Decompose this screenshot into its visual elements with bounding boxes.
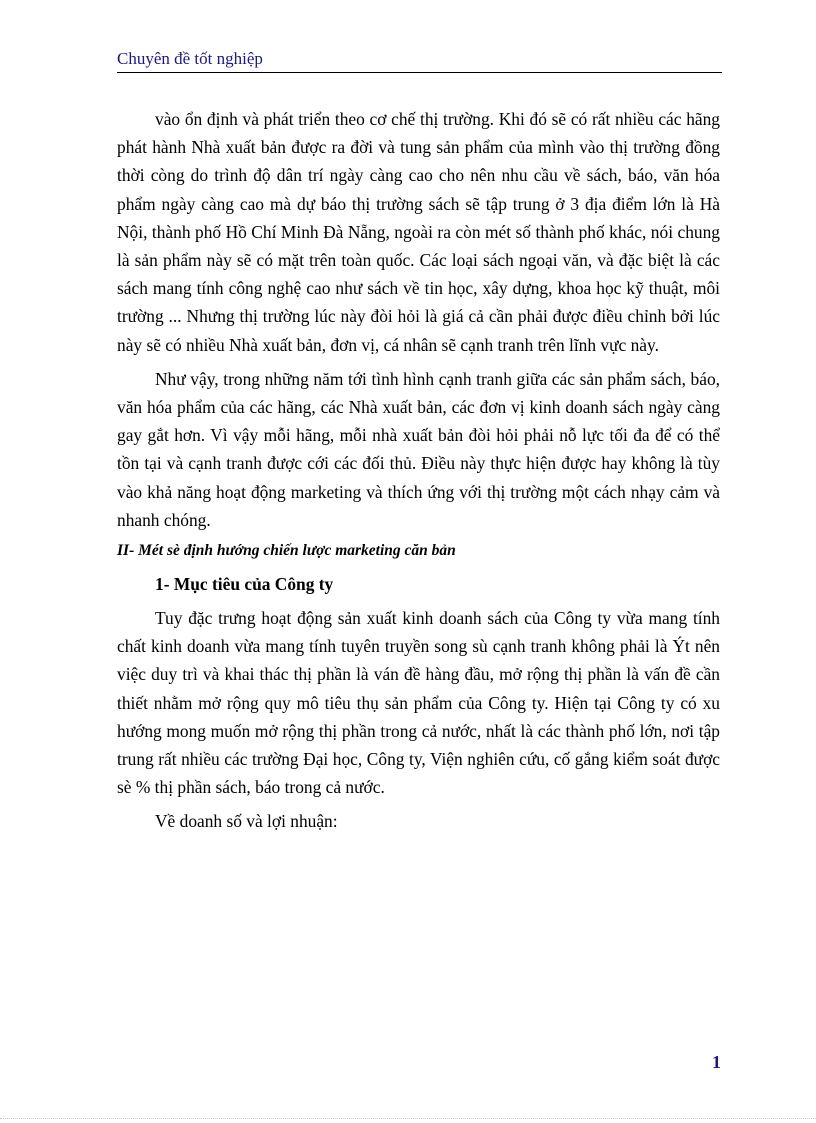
section-heading: II- Mét sè định hướng chiến lược marketing căn bản (117, 542, 456, 560)
page-body (117, 105, 720, 842)
page-bottom-divider (0, 1118, 816, 1119)
sub-heading: 1- Mục tiêu của Công ty (155, 574, 334, 595)
body-paragraph: vào ổn định và phát triển theo cơ chế thị trường. Khi đó sẽ có rất nhiều các hãng phát hành Nhà xuất bản được ra đời và tung sản phẩm của mình vào thị trường đồng thời còng do trình độ dân trí ngày càng cao cho nên nhu cầu về sách, báo, văn hóa phẩm ngày càng cao mà dự báo thị trường sách sẽ tập trung ở 3 địa điểm lớn là Hà Nội, thành phố Hồ Chí Minh Đà Nẵng, ngoài ra còn mét số thành phố khác, nói chung là sản phẩm này sẽ có mặt trên toàn quốc. Các loại sách ngoại văn, và đặc biệt là các sách mang tính công nghệ cao như sách về tin học, xây dựng, khoa học kỹ thuật, môi trường ... Nhưng thị trường lúc này đòi hỏi là giá cả cần phải được điều chỉnh bởi lúc này sẽ có nhiều Nhà xuất bản, đơn vị, cá nhân sẽ cạnh tranh trên lĩnh vực này. (117, 109, 720, 355)
header-title: Chuyên đề tốt nghiệp (117, 49, 263, 68)
body-paragraph: Tuy đặc trưng hoạt động sản xuất kinh doanh sách của Công ty vừa mang tính chất kinh doanh vừa mang tính tuyên truyền song sù cạnh tranh không phải là Ýt nên việc duy trì và khai thác thị phần là ván đề hàng đầu, mở rộng thị phần là vấn đề cần thiết nhằm mở rộng quy mô tiêu thụ sản phẩm của Công ty. Hiện tại Công ty có xu hướng mong muốn mở rộng thị phần trong cả nước, nhất là các thành phố lớn, nơi tập trung rất nhiều các trường Đại học, Công ty, Viện nghiên cứu, cố gắng kiểm soát được sè % thị phần sách, báo trong cả nước. (117, 608, 720, 798)
body-paragraph: Như vậy, trong những năm tới tình hình cạnh tranh giữa các sản phẩm sách, báo, văn hóa phẩm của các hãng, các Nhà xuất bản, các đơn vị kinh doanh sách ngày càng gay gắt hơn. Vì vậy mỗi hãng, mỗi nhà xuất bản đòi hỏi phải nỗ lực tối đa để có thể tồn tại và cạnh tranh được cới các đối thủ. Điều này thực hiện được hay không là tùy vào khả năng hoạt động marketing và thích ứng với thị trường một cách nhạy cảm và nhanh chóng. (117, 368, 720, 530)
page-number: 1 (712, 1052, 721, 1072)
body-paragraph: Về doanh số và lợi nhuận: (155, 811, 338, 832)
page-header (117, 48, 722, 73)
